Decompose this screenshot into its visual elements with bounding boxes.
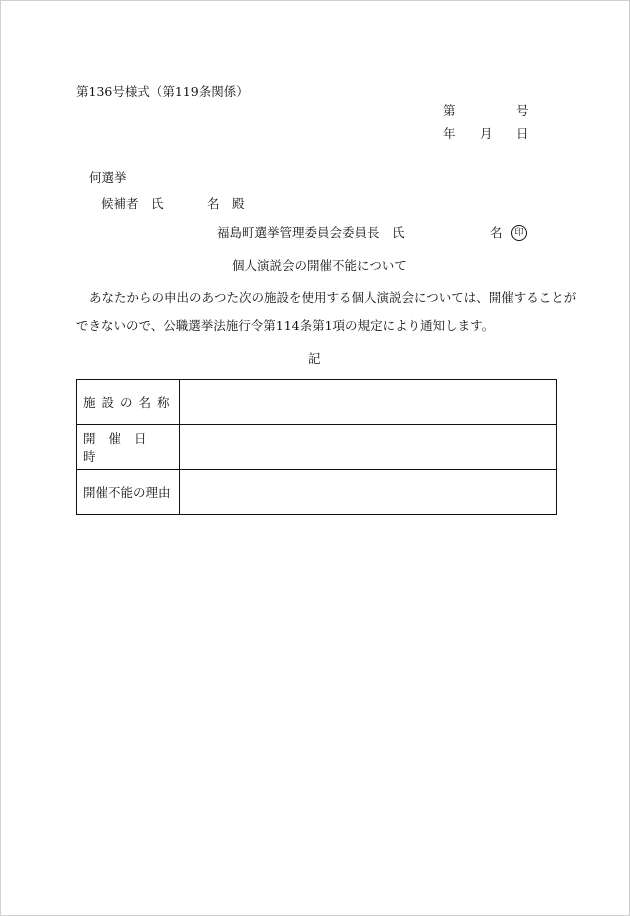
impossibility-reason-value bbox=[180, 470, 557, 515]
facility-name-label: 施設の名称 bbox=[77, 380, 180, 425]
date-year: 年 bbox=[443, 126, 456, 141]
meeting-datetime-value bbox=[180, 425, 557, 470]
table-row bbox=[77, 380, 557, 425]
form-number: 第136号様式（第119条関係） bbox=[76, 84, 249, 99]
body-line-1: あなたからの申出のあつた次の施設を使用する個人演説会については、開催することが bbox=[89, 290, 577, 305]
facility-name-value bbox=[180, 380, 557, 425]
document-title: 個人演説会の開催不能について bbox=[232, 258, 407, 273]
date-month: 月 bbox=[480, 126, 493, 141]
table-row bbox=[77, 470, 557, 515]
sender-name-label: 名 bbox=[490, 225, 503, 240]
doc-number-prefix: 第 bbox=[443, 103, 456, 118]
impossibility-reason-label: 開催不能の理由 bbox=[77, 470, 180, 515]
body-line-2: できないので、公職選挙法施行令第114条第1項の規定により通知します。 bbox=[76, 318, 495, 333]
candidate-label: 候補者 氏 bbox=[101, 196, 164, 211]
ki-heading: 記 bbox=[308, 351, 321, 366]
seal-mark bbox=[511, 225, 527, 241]
candidate-name-honorific: 名 殿 bbox=[207, 196, 245, 211]
sender-title: 福島町選挙管理委員会委員長 氏 bbox=[217, 225, 405, 240]
table-row bbox=[77, 425, 557, 470]
meeting-datetime-label: 開催日時 bbox=[77, 425, 180, 470]
doc-number-suffix: 号 bbox=[516, 103, 529, 118]
record-table bbox=[76, 379, 557, 515]
date-day: 日 bbox=[516, 126, 529, 141]
seal-icon: 印 bbox=[511, 225, 527, 241]
election-name: 何選挙 bbox=[89, 170, 127, 185]
